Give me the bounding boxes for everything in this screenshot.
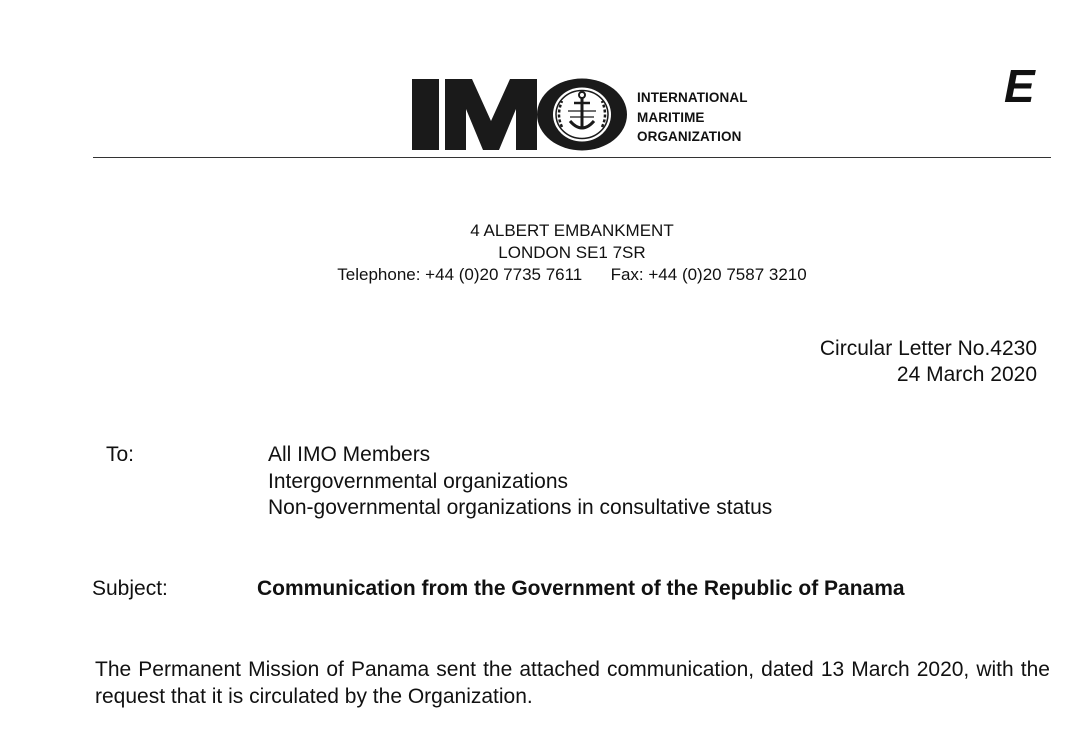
subject-text: Communication from the Government of the Republic of Panama	[257, 577, 905, 600]
organization-name-line: INTERNATIONAL	[637, 90, 748, 105]
organization-name	[637, 88, 748, 147]
recipients-list	[268, 442, 772, 522]
imo-logo	[412, 77, 627, 152]
language-code: E	[1004, 60, 1035, 112]
organization-name-line: ORGANIZATION	[637, 129, 742, 144]
body-paragraph: The Permanent Mission of Panama sent the attached communication, dated 13 March 2020, with the request that it is circulated by the Organization.	[95, 658, 1050, 708]
circular-letter-number: Circular Letter No.4230	[819, 337, 1037, 360]
circular-letter-date: 24 March 2020	[896, 363, 1037, 386]
imo-emblem-icon	[537, 79, 627, 151]
address-city: LONDON SE1 7SR	[498, 243, 646, 262]
reference-block	[820, 336, 1037, 388]
recipients-label: To:	[106, 443, 135, 466]
imo-logo-letter-m	[445, 79, 537, 150]
organization-name-line: MARITIME	[637, 109, 705, 125]
subject-label: Subject:	[92, 577, 168, 600]
header-divider	[93, 157, 1051, 158]
imo-logo-letter-i	[412, 79, 439, 150]
address-contact: Telephone: +44 (0)20 7735 7611 Fax: +44 (0)20 7587 3210	[337, 265, 807, 284]
address-street: 4 ALBERT EMBANKMENT	[470, 221, 674, 240]
recipient-item: Intergovernmental organizations	[268, 469, 569, 493]
recipient-item: Non-governmental organizations in consultative status	[268, 496, 773, 519]
recipient-item: All IMO Members	[268, 443, 431, 466]
address-block	[0, 220, 1080, 286]
